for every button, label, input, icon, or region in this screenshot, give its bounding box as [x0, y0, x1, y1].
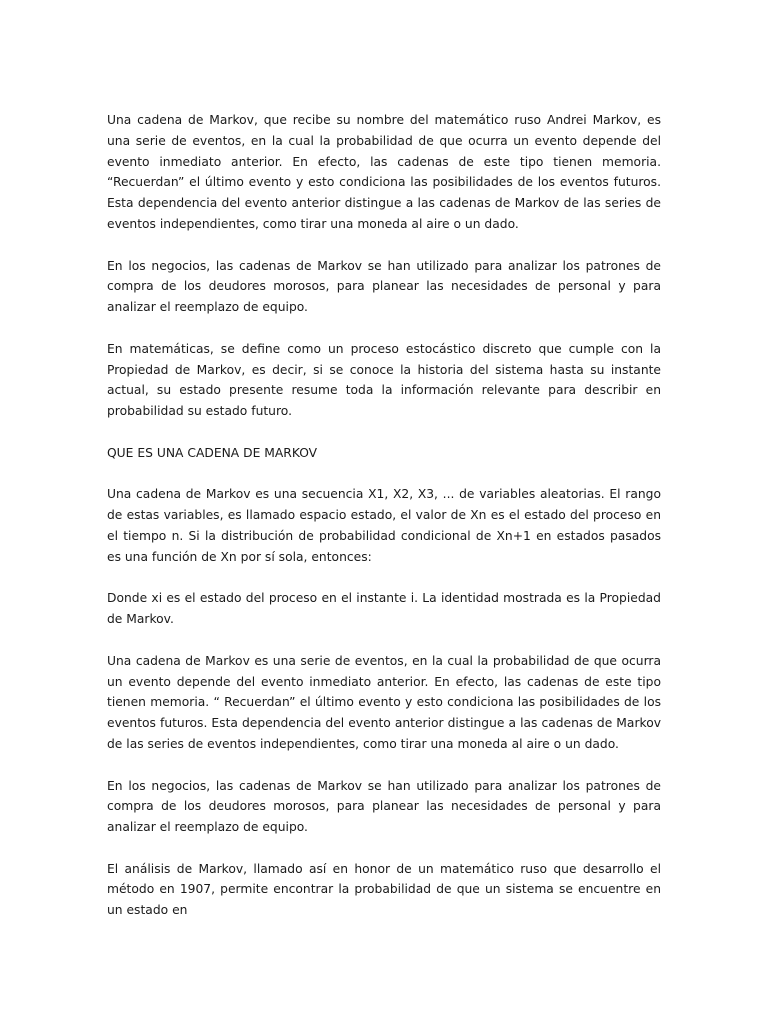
paragraph-business-repeat: En los negocios, las cadenas de Markov se han utilizado para analizar los patrones de compra de los deudores morosos, para planear las necesidades de personal y para analizar el reemplazo de equipo. [107, 778, 661, 835]
paragraph-math-definition: En matemáticas, se define como un proceso estocástico discreto que cumple con la Propiedad de Markov, es decir, si se conoce la historia del sistema hasta su instante actual, su estado presente resume toda la información relevante para describir en probabilidad su estado futuro. [107, 341, 661, 419]
document-page [107, 110, 661, 942]
paragraph-business: En los negocios, las cadenas de Markov se han utilizado para analizar los patrones de compra de los deudores morosos, para planear las necesidades de personal y para analizar el reemplazo de equipo. [107, 258, 661, 315]
paragraph-intro: Una cadena de Markov, que recibe su nombre del matemático ruso Andrei Markov, es una serie de eventos, en la cual la probabilidad de que ocurra un evento depende del evento inmediato anterior. En efecto, las cadenas de este tipo tienen memoria. “Recuerdan” el último evento y esto condiciona las posibilidades de los eventos futuros. Esta dependencia del evento anterior distingue a las cadenas de Markov de las series de eventos independientes, como tirar una moneda al aire o un dado. [107, 113, 661, 231]
paragraph-series-of-events: Una cadena de Markov es una serie de eventos, en la cual la probabilidad de que ocurra un evento depende del evento inmediato anterior. En efecto, las cadenas de este tipo tienen memoria. “ Recuerdan” el último evento y esto condiciona las posibilidades de los eventos futuros. Esta dependencia del evento anterior distingue a las cadenas de Markov de las series de eventos independientes, como tirar una moneda al aire o un dado. [107, 653, 661, 751]
paragraph-markov-property: Donde xi es el estado del proceso en el instante i. La identidad mostrada es la Propiedad de Markov. [107, 591, 661, 627]
section-heading: QUE ES UNA CADENA DE MARKOV [107, 445, 318, 460]
paragraph-analysis: El análisis de Markov, llamado así en honor de un matemático ruso que desarrollo el método en 1907, permite encontrar la probabilidad de que un sistema se encuentre en un estado en [107, 861, 661, 918]
paragraph-sequence: Una cadena de Markov es una secuencia X1, X2, X3, ... de variables aleatorias. El rango de estas variables, es llamado espacio estado, el valor de Xn es el estado del proceso en el tiempo n. Si la distribución de probabilidad condicional de Xn+1 en estados pasados es una función de Xn por sí sola, entonces: [107, 487, 661, 564]
